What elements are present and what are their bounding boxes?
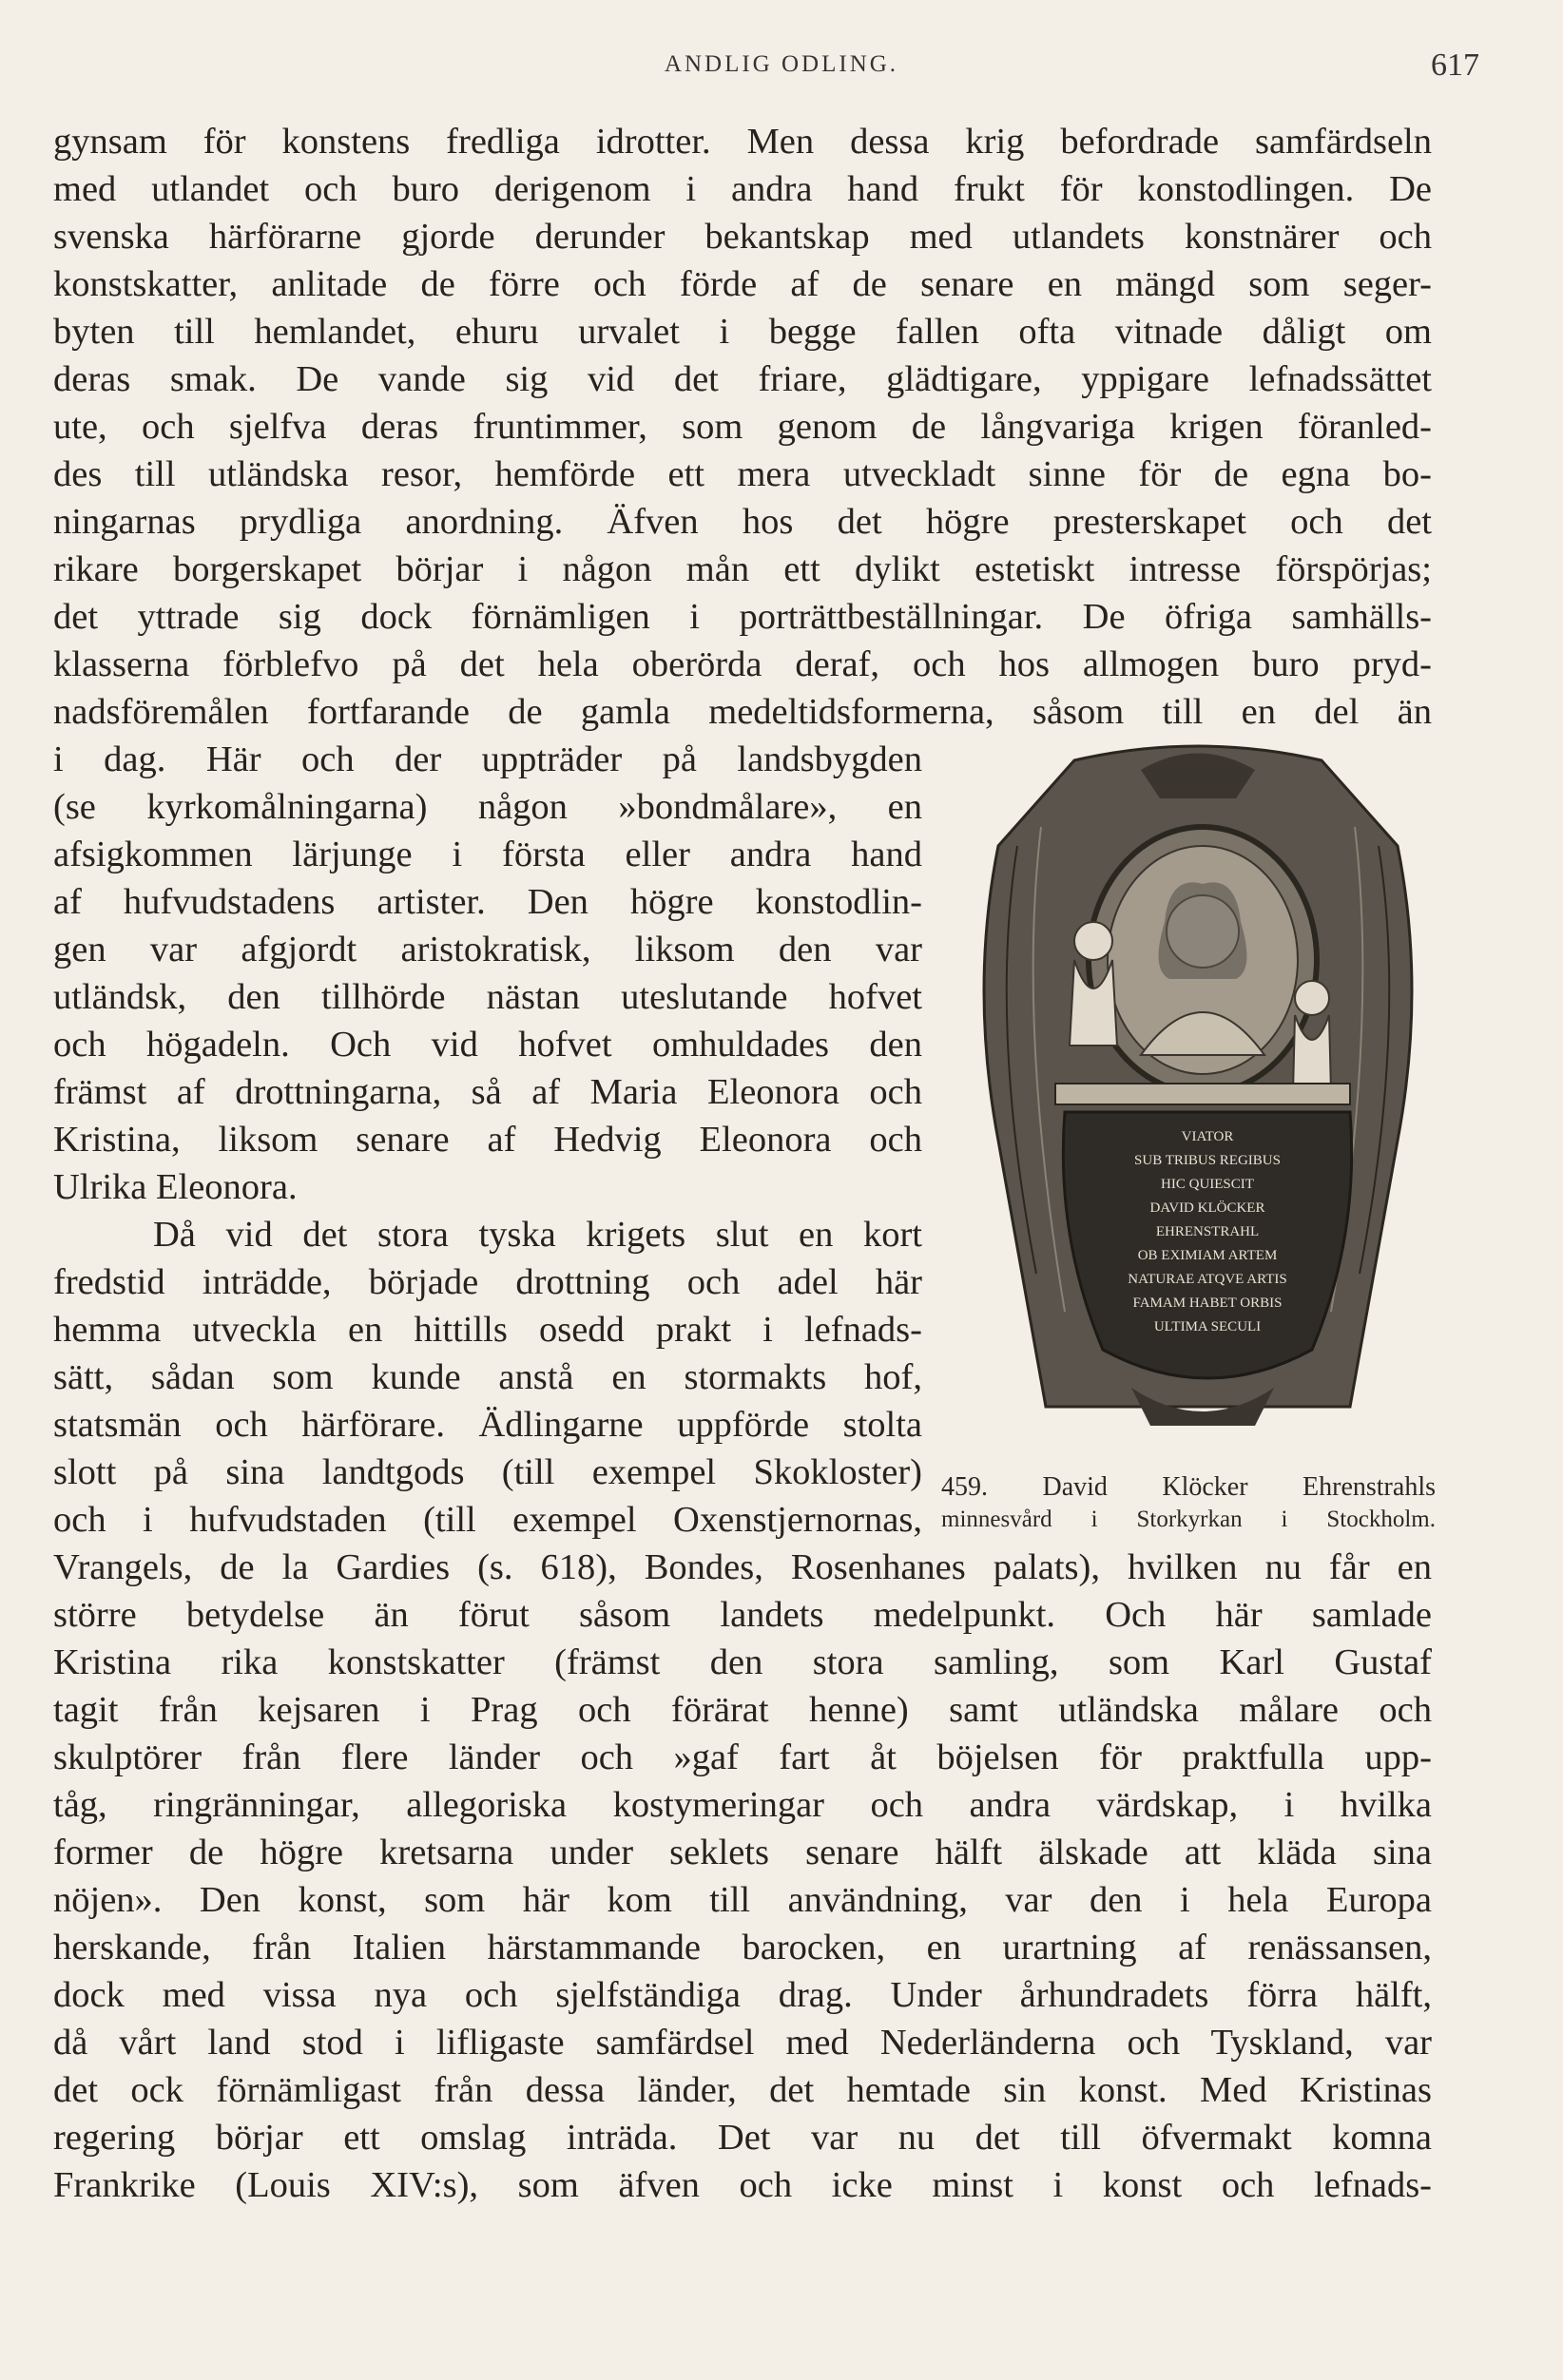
text-line: Frankrike (Louis XIV:s), som äfven och icke minst i konst och lefnads- [53, 2165, 1432, 2205]
caption-line-1: 459. David Klöcker Ehrenstrahls [941, 1472, 1436, 1502]
figure-caption [941, 1471, 1436, 1536]
text-line: och i hufvudstaden (till exempel Oxenstjernornas, [53, 1500, 922, 1540]
memorial-monument-icon [951, 741, 1445, 1454]
text-line: rikare borgerskapet börjar i någon mån ett dylikt estetiskt intresse förspörjas; [53, 549, 1432, 589]
inscription-line: ULTIMA SECULI [1153, 1319, 1262, 1334]
text-line: af hufvudstadens artister. Den högre konstodlin- [53, 882, 922, 922]
inscription-line: VIATOR [1181, 1129, 1234, 1144]
text-line: större betydelse än förut såsom landets medelpunkt. Och här samlade [53, 1595, 1432, 1635]
text-line: tagit från kejsaren i Prag och förärat henne) samt utländska målare och [53, 1690, 1432, 1730]
text-line: Kristina, liksom senare af Hedvig Eleonora och [53, 1120, 922, 1160]
text-line: ningarnas prydliga anordning. Äfven hos det högre presterskapet och det [53, 502, 1432, 542]
text-line: ute, och sjelfva deras fruntimmer, som genom de långvariga krigen föranled- [53, 407, 1432, 447]
inscription-line: OB EXIMIAM ARTEM [1137, 1248, 1278, 1263]
text-line: Då vid det stora tyska krigets slut en kort [153, 1215, 922, 1255]
text-line: svenska härförarne gjorde derunder bekantskap med utlandets konstnärer och [53, 217, 1432, 257]
inscription-line: NATURAE ATQVE ARTIS [1128, 1272, 1287, 1287]
text-line: då vårt land stod i lifligaste samfärdsel med Nederländerna och Tyskland, var [53, 2023, 1432, 2063]
text-line: Vrangels, de la Gardies (s. 618), Bondes, Rosenhanes palats), hvilken nu får en [53, 1547, 1432, 1587]
text-line: skulptörer från flere länder och »gaf fart åt böjelsen för praktfulla upp- [53, 1737, 1432, 1777]
inscription-line: DAVID KLÖCKER [1149, 1200, 1265, 1216]
text-line: i dag. Här och der uppträder på landsbygden [53, 739, 922, 779]
inscription-line: EHRENSTRAHL [1155, 1224, 1260, 1239]
text-line: slott på sina landtgods (till exempel Skokloster) [53, 1452, 922, 1492]
text-line: utländsk, den tillhörde nästan uteslutande hofvet [53, 977, 922, 1017]
text-line: byten till hemlandet, ehuru urvalet i begge fallen ofta vitnade dåligt om [53, 312, 1432, 352]
text-line: sätt, sådan som kunde anstå en stormakts hof, [53, 1357, 922, 1397]
text-line: gen var afgjordt aristokratisk, liksom den var [53, 930, 922, 969]
running-head [0, 48, 1563, 89]
text-line: nadsföremålen fortfarande de gamla medeltidsformerna, såsom till en del än [53, 692, 1432, 732]
text-line: regering börjar ett omslag inträda. Det var nu det till öfvermakt komna [53, 2118, 1432, 2158]
inscription-line: HIC QUIESCIT [1161, 1177, 1254, 1192]
text-line: hemma utveckla en hittills osedd prakt i lefnads- [53, 1310, 922, 1350]
text-line: konstskatter, anlitade de förre och förde af de senare en mängd som seger- [53, 264, 1432, 304]
running-title: ANDLIG ODLING. [664, 51, 899, 77]
text-line: afsigkommen lärjunge i första eller andra hand [53, 835, 922, 874]
text-line: former de högre kretsarna under seklets senare hälft älskade att kläda sina [53, 1833, 1432, 1872]
text-line: klasserna förblefvo på det hela oberörda deraf, och hos allmogen buro pryd- [53, 644, 1432, 684]
text-line: och högadeln. Och vid hofvet omhuldades den [53, 1025, 922, 1065]
text-line: det yttrade sig dock förnämligen i porträttbeställningar. De öfriga samhälls- [53, 597, 1432, 637]
text-line: Ulrika Eleonora. [53, 1167, 298, 1207]
text-line: främst af drottningarna, så af Maria Eleonora och [53, 1072, 922, 1112]
inscription-line: FAMAM HABET ORBIS [1132, 1296, 1283, 1311]
text-line: det ock förnämligast från dessa länder, det hemtade sin konst. Med Kristinas [53, 2070, 1432, 2110]
text-line: nöjen». Den konst, som här kom till användning, var den i hela Europa [53, 1880, 1432, 1920]
memorial-figure [951, 741, 1445, 1454]
text-line: statsmän och härförare. Ädlingarne uppförde stolta [53, 1405, 922, 1445]
text-line: herskande, från Italien härstammande barocken, en urartning af renässansen, [53, 1928, 1432, 1967]
inscription-line: SUB TRIBUS REGIBUS [1134, 1153, 1281, 1168]
text-line: gynsam för konstens fredliga idrotter. Men dessa krig befordrade samfärdseln [53, 122, 1432, 162]
caption-line-2: minnesvård i Storkyrkan i Stockholm. [941, 1507, 1436, 1532]
text-line: fredstid inträdde, började drottning och adel här [53, 1262, 922, 1302]
text-line: des till utländska resor, hemförde ett mera utveckladt sinne för de egna bo- [53, 454, 1432, 494]
text-line: med utlandet och buro derigenom i andra hand frukt för konstodlingen. De [53, 169, 1432, 209]
text-line: deras smak. De vande sig vid det friare, glädtigare, yppigare lefnadssättet [53, 359, 1432, 399]
text-line: Kristina rika konstskatter (främst den stora samling, som Karl Gustaf [53, 1642, 1432, 1682]
text-line: (se kyrkomålningarna) någon »bondmålare», en [53, 787, 922, 827]
page-number: 617 [1431, 48, 1479, 83]
text-line: dock med vissa nya och sjelfständiga drag. Under århundradets förra hälft, [53, 1975, 1432, 2015]
text-line: tåg, ringränningar, allegoriska kostymeringar och andra värdskap, i hvilka [53, 1785, 1432, 1825]
